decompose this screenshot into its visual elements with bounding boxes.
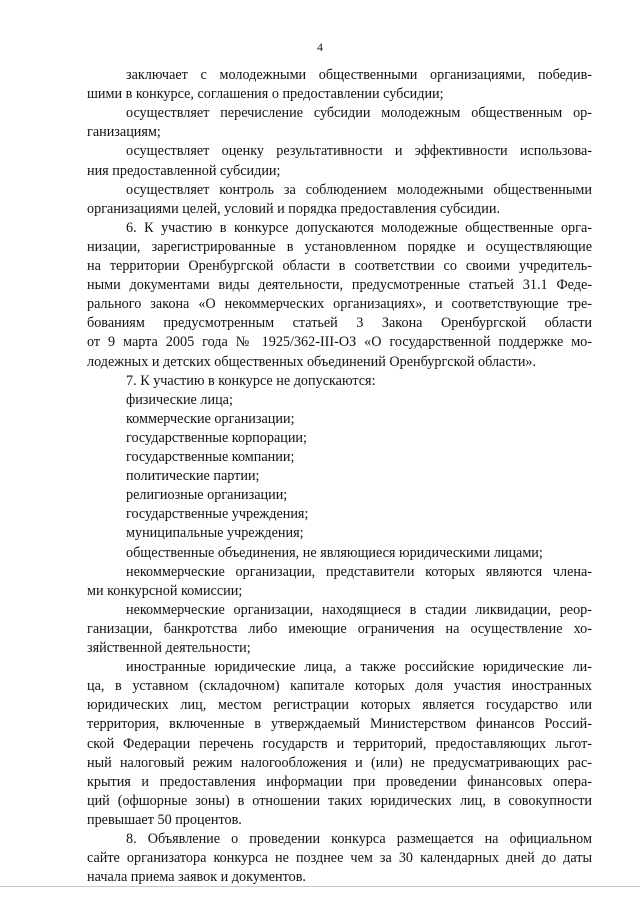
text-line-content: некоммерческие организации, находящиеся в стадии ликвидации, реор- xyxy=(126,601,592,618)
text-line-content: осуществляет перечисление субсидии молодежным общественным ор- xyxy=(126,105,592,122)
text-line-content: ца, в уставном (складочном) капитале которых доля участия иностранных xyxy=(87,678,592,695)
text-line-content: шими в конкурсе, соглашения о предоставлении субсидии; xyxy=(87,86,444,103)
text-line xyxy=(0,773,640,791)
text-line-content: крытия и предоставления информации при проведении финансовых опера- xyxy=(87,773,592,790)
text-line-content: коммерческие организации; xyxy=(126,410,295,427)
text-line-content: ганизациям; xyxy=(87,124,161,141)
text-line-content: политические партии; xyxy=(126,468,260,485)
scan-edge-line xyxy=(0,886,640,887)
text-line-content: физические лица; xyxy=(126,391,233,408)
text-line xyxy=(0,735,640,753)
text-line-content: территория, включенные в утверждаемый Министерством финансов Россий- xyxy=(87,716,592,733)
text-line xyxy=(0,257,640,275)
text-line xyxy=(0,219,640,237)
text-line-content: ния предоставленной субсидии; xyxy=(87,162,281,179)
text-line xyxy=(0,505,640,523)
text-line-content: государственные компании; xyxy=(126,449,295,465)
text-line xyxy=(0,200,640,218)
text-line xyxy=(0,276,640,294)
text-line xyxy=(0,754,640,772)
text-line-content: рального закона «О некоммерческих организациях», и соответствующие тре- xyxy=(87,296,592,313)
text-line xyxy=(0,582,640,600)
text-line xyxy=(0,372,640,390)
text-line xyxy=(0,104,640,122)
text-line-content: начала приема заявок и документов. xyxy=(87,869,306,886)
text-line xyxy=(0,181,640,199)
text-line-content: государственные корпорации; xyxy=(126,429,307,446)
text-line-content: лодежных и детских общественных объединений Оренбургской области». xyxy=(87,353,537,370)
text-line xyxy=(0,524,640,542)
text-line xyxy=(0,696,640,714)
text-line-content: низации, зарегистрированные в установленном порядке и осуществляющие xyxy=(87,238,592,255)
text-line-content: ный налоговый режим налогообложения и (или) не предусматривающих рас- xyxy=(87,754,592,771)
text-line-content: ской Федерации перечень государств и территорий, предоставляющих льгот- xyxy=(87,735,592,752)
text-line xyxy=(0,849,640,867)
text-line xyxy=(0,620,640,638)
text-line xyxy=(0,333,640,351)
text-line xyxy=(0,563,640,581)
text-line xyxy=(0,868,640,886)
text-line xyxy=(0,142,640,160)
text-line-content: ными документами виды деятельности, предусмотренные статьей 31.1 Феде- xyxy=(87,277,592,294)
text-line xyxy=(0,601,640,619)
text-line xyxy=(0,410,640,428)
text-line xyxy=(0,715,640,733)
text-line xyxy=(0,391,640,409)
text-line-content: 8. Объявление о проведении конкурса размещается на официальном xyxy=(126,831,592,847)
text-line xyxy=(0,792,640,810)
text-line xyxy=(0,448,640,466)
text-line xyxy=(0,66,640,84)
text-line-content: юридических лиц, местом регистрации которых является государство или xyxy=(87,697,592,714)
text-line-content: сайте организатора конкурса не позднее чем за 30 календарных дней до даты xyxy=(87,850,592,867)
text-line-content: некоммерческие организации, представители которых являются члена- xyxy=(126,563,592,580)
page-number: 4 xyxy=(317,40,323,54)
text-line-content: заключает с молодежными общественными организациями, победив- xyxy=(126,67,592,83)
text-line xyxy=(0,238,640,256)
text-line-content: превышает 50 процентов. xyxy=(87,811,242,828)
text-line xyxy=(0,123,640,141)
text-line xyxy=(0,677,640,695)
text-line xyxy=(0,830,640,848)
text-line xyxy=(0,295,640,313)
text-line-content: ций (офшорные зоны) в отношении таких юридических лиц, в совокупности xyxy=(87,792,592,809)
text-line xyxy=(0,639,640,657)
text-line-content: муниципальные учреждения; xyxy=(126,525,304,542)
text-line-content: 6. К участию в конкурсе допускаются молодежные общественные орга- xyxy=(126,219,592,236)
text-line xyxy=(0,811,640,829)
text-line-content: государственные учреждения; xyxy=(126,506,309,523)
text-line-content: бованиям предусмотренным статьей 3 Закона Оренбургской области xyxy=(87,315,592,332)
text-line xyxy=(0,544,640,562)
text-line xyxy=(0,162,640,180)
text-line xyxy=(0,486,640,504)
text-line-content: осуществляет контроль за соблюдением молодежными общественными xyxy=(126,181,592,198)
text-line xyxy=(0,353,640,371)
text-line-content: общественные объединения, не являющиеся юридическими лицами; xyxy=(126,544,543,561)
text-line-content: религиозные организации; xyxy=(126,487,288,504)
text-line-content: от 9 марта 2005 года № 1925/362-III-ОЗ «О государственной поддержке мо- xyxy=(87,334,592,351)
text-line xyxy=(0,314,640,332)
text-line-content: ми конкурсной комиссии; xyxy=(87,582,243,599)
text-line-content: 7. К участию в конкурсе не допускаются: xyxy=(126,372,376,389)
text-line-content: осуществляет оценку результативности и эффективности использова- xyxy=(126,143,592,160)
text-line-content: иностранные юридические лица, а также российские юридические ли- xyxy=(126,659,592,676)
text-line-content: ганизации, банкротства либо имеющие ограничения на осуществление хо- xyxy=(87,620,592,637)
text-line-content: организациями целей, условий и порядка предоставления субсидии. xyxy=(87,200,501,217)
text-line xyxy=(0,658,640,676)
text-line-content: на территории Оренбургской области в соответствии со своими учредитель- xyxy=(87,258,592,274)
text-line xyxy=(0,429,640,447)
text-line-content: зяйственной деятельности; xyxy=(87,640,251,656)
text-line xyxy=(0,85,640,103)
text-line xyxy=(0,467,640,485)
